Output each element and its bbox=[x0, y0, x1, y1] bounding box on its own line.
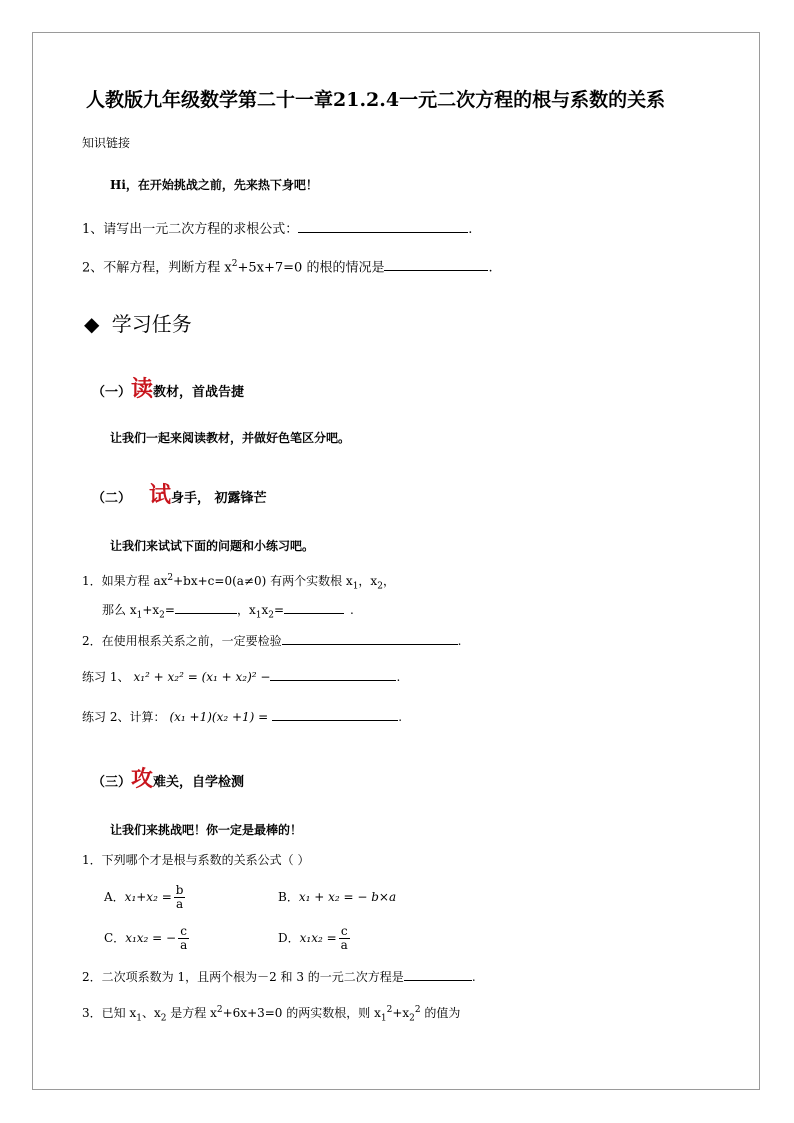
section-3-instruction: 让我们来挑战吧！你一定是最棒的！ bbox=[110, 823, 303, 837]
text: 1．如果方程 ax bbox=[82, 574, 168, 588]
period: . bbox=[350, 603, 354, 617]
warmup-question-1 bbox=[82, 220, 472, 238]
subscript: 1 bbox=[380, 1013, 387, 1024]
period: . bbox=[471, 970, 476, 984]
answer-blank[interactable] bbox=[404, 968, 472, 981]
text: 的值为 bbox=[420, 1006, 461, 1020]
section-3-question-1: 1．下列哪个才是根与系数的关系公式（ ） bbox=[82, 853, 310, 867]
answer-blank[interactable] bbox=[384, 258, 488, 271]
formula: x₁x₂ = bbox=[299, 931, 337, 945]
text: +x bbox=[142, 603, 160, 617]
exercise-1 bbox=[82, 668, 400, 685]
document-title: 人教版九年级数学第二十一章21.2.4一元二次方程的根与系数的关系 bbox=[86, 89, 666, 111]
text: 2．在使用根系关系之前，一定要检验 bbox=[82, 634, 282, 648]
subscript: 2 bbox=[268, 610, 274, 621]
answer-blank[interactable] bbox=[284, 601, 344, 614]
option-label: B． bbox=[278, 890, 299, 904]
option-label: A． bbox=[104, 890, 125, 904]
period: . bbox=[396, 670, 401, 684]
text: +6x+3=0 的两实数根，则 x bbox=[222, 1006, 381, 1020]
text: = bbox=[164, 603, 175, 617]
section-2-question-1-line-1 bbox=[82, 570, 395, 594]
text: ， bbox=[382, 574, 395, 588]
exponent: 2 bbox=[414, 1005, 421, 1015]
section-1-title: 教材，首战告捷 bbox=[153, 385, 245, 400]
section-1-heading bbox=[92, 378, 244, 405]
section-2-prefix: （二） bbox=[92, 491, 132, 506]
warmup-q2-prefix: 2、不解方程，判断方程 x bbox=[82, 260, 232, 276]
subscript: 2 bbox=[160, 1013, 167, 1024]
option-d[interactable] bbox=[278, 921, 352, 955]
subscript: 1 bbox=[136, 610, 143, 621]
section-3-question-3 bbox=[82, 1002, 460, 1026]
formula: x₁+x₂ = bbox=[124, 890, 172, 904]
knowledge-link-heading: 知识链接 bbox=[82, 136, 131, 150]
fraction bbox=[339, 925, 350, 952]
warmup-greeting: Hi，在开始挑战之前，先来热下身吧！ bbox=[110, 178, 318, 192]
subscript: 1 bbox=[255, 610, 262, 621]
section-2-question-2 bbox=[82, 632, 461, 649]
exercise-label: 练习 1、 bbox=[82, 670, 130, 684]
text: 那么 x bbox=[102, 603, 137, 617]
exercise-2 bbox=[82, 708, 402, 725]
formula: x₁x₂ = − bbox=[125, 931, 177, 945]
formula: (x₁ +1)(x₂ +1) = bbox=[169, 710, 269, 724]
formula: x₁ + x₂ = − b×a bbox=[298, 890, 397, 904]
period: . bbox=[457, 634, 462, 648]
subscript: 2 bbox=[409, 1013, 415, 1024]
text: 3．已知 x bbox=[82, 1006, 137, 1020]
learning-tasks-label: 学习任务 bbox=[111, 312, 192, 336]
diamond-bullet-icon: ◆ bbox=[84, 312, 100, 336]
text: = bbox=[273, 603, 285, 617]
answer-blank[interactable] bbox=[282, 632, 458, 645]
section-2-heading bbox=[92, 484, 267, 511]
denominator: a bbox=[180, 938, 188, 952]
fraction bbox=[178, 925, 189, 952]
denominator: a bbox=[340, 938, 348, 952]
numerator: c bbox=[178, 925, 189, 939]
numerator: b bbox=[175, 883, 184, 897]
exponent: 2 bbox=[231, 259, 238, 269]
answer-blank[interactable] bbox=[272, 708, 398, 721]
exponent: 2 bbox=[216, 1005, 223, 1015]
option-label: C． bbox=[104, 931, 126, 945]
section-3-heading bbox=[92, 768, 244, 795]
section-3-question-2 bbox=[82, 968, 476, 985]
section-2-big-char: 试 bbox=[149, 483, 172, 508]
text: 是方程 x bbox=[166, 1006, 217, 1020]
text: +x bbox=[392, 1006, 410, 1020]
answer-blank[interactable] bbox=[298, 220, 468, 233]
warmup-question-2 bbox=[82, 256, 493, 276]
learning-tasks-heading bbox=[84, 312, 192, 336]
section-2-title: 身手， 初露锋芒 bbox=[171, 491, 267, 506]
denominator: a bbox=[176, 897, 184, 911]
option-a[interactable] bbox=[104, 880, 187, 914]
answer-blank[interactable] bbox=[175, 601, 237, 614]
text: +bx+c=0(a≠0) 有两个实数根 x bbox=[173, 574, 353, 588]
section-1-big-char: 读 bbox=[131, 377, 154, 402]
subscript: 1 bbox=[136, 1013, 142, 1024]
period: . bbox=[468, 222, 473, 237]
warmup-q1-text: 1、请写出一元二次方程的求根公式： bbox=[82, 222, 299, 237]
option-label: D． bbox=[278, 931, 300, 945]
period: . bbox=[398, 710, 403, 724]
exponent: 2 bbox=[386, 1005, 393, 1015]
formula: x₁² + x₂² = (x₁ + x₂)² − bbox=[133, 670, 271, 684]
option-c[interactable] bbox=[104, 921, 191, 955]
text: x bbox=[261, 603, 269, 617]
answer-blank[interactable] bbox=[270, 668, 396, 681]
section-1-prefix: （一） bbox=[92, 385, 132, 400]
warmup-q2-middle: +5x+7=0 的根的情况是 bbox=[237, 260, 385, 276]
subscript: 2 bbox=[377, 581, 383, 592]
exponent: 2 bbox=[167, 573, 174, 583]
subscript: 2 bbox=[159, 610, 165, 621]
text: 2．二次项系数为 1，且两个根为－2 和 3 的一元二次方程是 bbox=[82, 970, 404, 984]
section-3-title: 难关，自学检测 bbox=[153, 775, 245, 790]
text: ，x bbox=[236, 603, 256, 617]
section-2-question-1-line-2 bbox=[102, 601, 354, 623]
numerator: c bbox=[339, 925, 350, 939]
text: 、x bbox=[141, 1006, 161, 1020]
exercise-label: 练习 2、计算： bbox=[82, 710, 166, 724]
section-3-prefix: （三） bbox=[92, 775, 132, 790]
period: . bbox=[488, 260, 493, 276]
text: ，x bbox=[358, 574, 378, 588]
section-1-instruction: 让我们一起来阅读教材，并做好色笔区分吧。 bbox=[110, 431, 351, 445]
section-3-big-char: 攻 bbox=[131, 767, 154, 792]
subscript: 1 bbox=[352, 581, 359, 592]
option-b[interactable] bbox=[278, 889, 396, 905]
section-2-instruction: 让我们来试试下面的问题和小练习吧。 bbox=[110, 539, 315, 553]
fraction bbox=[174, 884, 186, 911]
